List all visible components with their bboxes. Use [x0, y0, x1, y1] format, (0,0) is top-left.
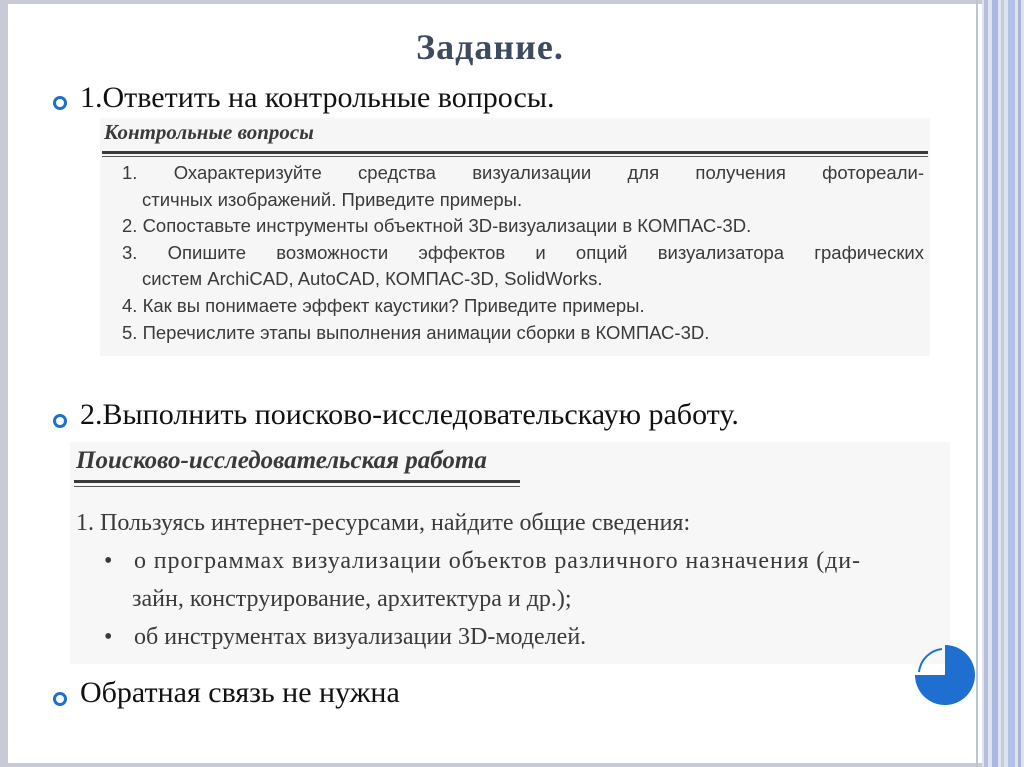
frame-bottom-border — [0, 763, 1024, 767]
scanned-control-questions — [100, 118, 930, 356]
scan-research-heading: Поисково-исследовательская работа — [76, 447, 487, 474]
research-intro: 1. Пользуясь интернет-ресурсами, найдите общие сведения: — [76, 510, 691, 536]
questions-list — [122, 160, 924, 346]
stripe — [984, 0, 988, 767]
heading-rule — [74, 480, 520, 483]
stripe — [1001, 0, 1004, 767]
ring-bullet-icon — [52, 413, 68, 429]
heading-rule — [102, 151, 928, 154]
question-line: 1. Охарактеризуйте средства визуализации для получения фотореали- — [122, 162, 924, 183]
bullet-dot: • — [104, 548, 113, 574]
research-bullet-line: зайн, конструирование, архитектура и др.); — [132, 586, 572, 612]
question-line: 4. Как вы понимаете эффект каустики? Приведите примеры. — [122, 294, 645, 316]
question-line: стичных изображений. Приведите примеры. — [142, 188, 523, 210]
heading-rule — [74, 486, 520, 487]
frame-left-border — [0, 0, 8, 767]
ring-bullet-icon — [52, 95, 68, 111]
scan-questions-heading: Контрольные вопросы — [104, 120, 314, 144]
frame-top-border — [0, 0, 1024, 4]
frame-right-line — [976, 0, 978, 767]
research-bullet-line — [76, 618, 946, 656]
question-line: систем ArchiCAD, AutoCAD, КОМПАС-3D, SolidWorks. — [142, 268, 603, 290]
stripe — [1008, 0, 1015, 767]
research-bullet-text: о программах визуализации объектов различного назначения (ди- — [134, 548, 861, 574]
task-item-1: 1.Ответить на контрольные вопросы. — [80, 81, 555, 114]
scanned-research-task — [70, 442, 950, 664]
heading-rule — [102, 156, 928, 157]
stripe — [1018, 0, 1021, 767]
bullet-dot: • — [104, 624, 113, 650]
task-item-3: Обратная связь не нужна — [80, 676, 400, 709]
question-line: 2. Сопоставьте инструменты объектной 3D-визуализации в КОМПАС-3D. — [122, 215, 752, 237]
research-list — [76, 504, 946, 656]
research-bullet-text: об инструментах визуализации 3D-моделей. — [134, 624, 587, 650]
research-bullet-line — [76, 542, 946, 580]
slide-title: Задание. — [416, 27, 564, 67]
quarter-circle-decoration-icon — [914, 644, 976, 706]
ring-bullet-icon — [52, 691, 68, 707]
task-item-2: 2.Выполнить поисково-исследовательскаую работу. — [80, 398, 739, 431]
stripe — [992, 0, 998, 767]
question-line: 5. Перечислите этапы выполнения анимации сборки в КОМПАС-3D. — [122, 321, 710, 343]
question-line: 3. Опишите возможности эффектов и опций визуализатора графических — [122, 241, 924, 263]
